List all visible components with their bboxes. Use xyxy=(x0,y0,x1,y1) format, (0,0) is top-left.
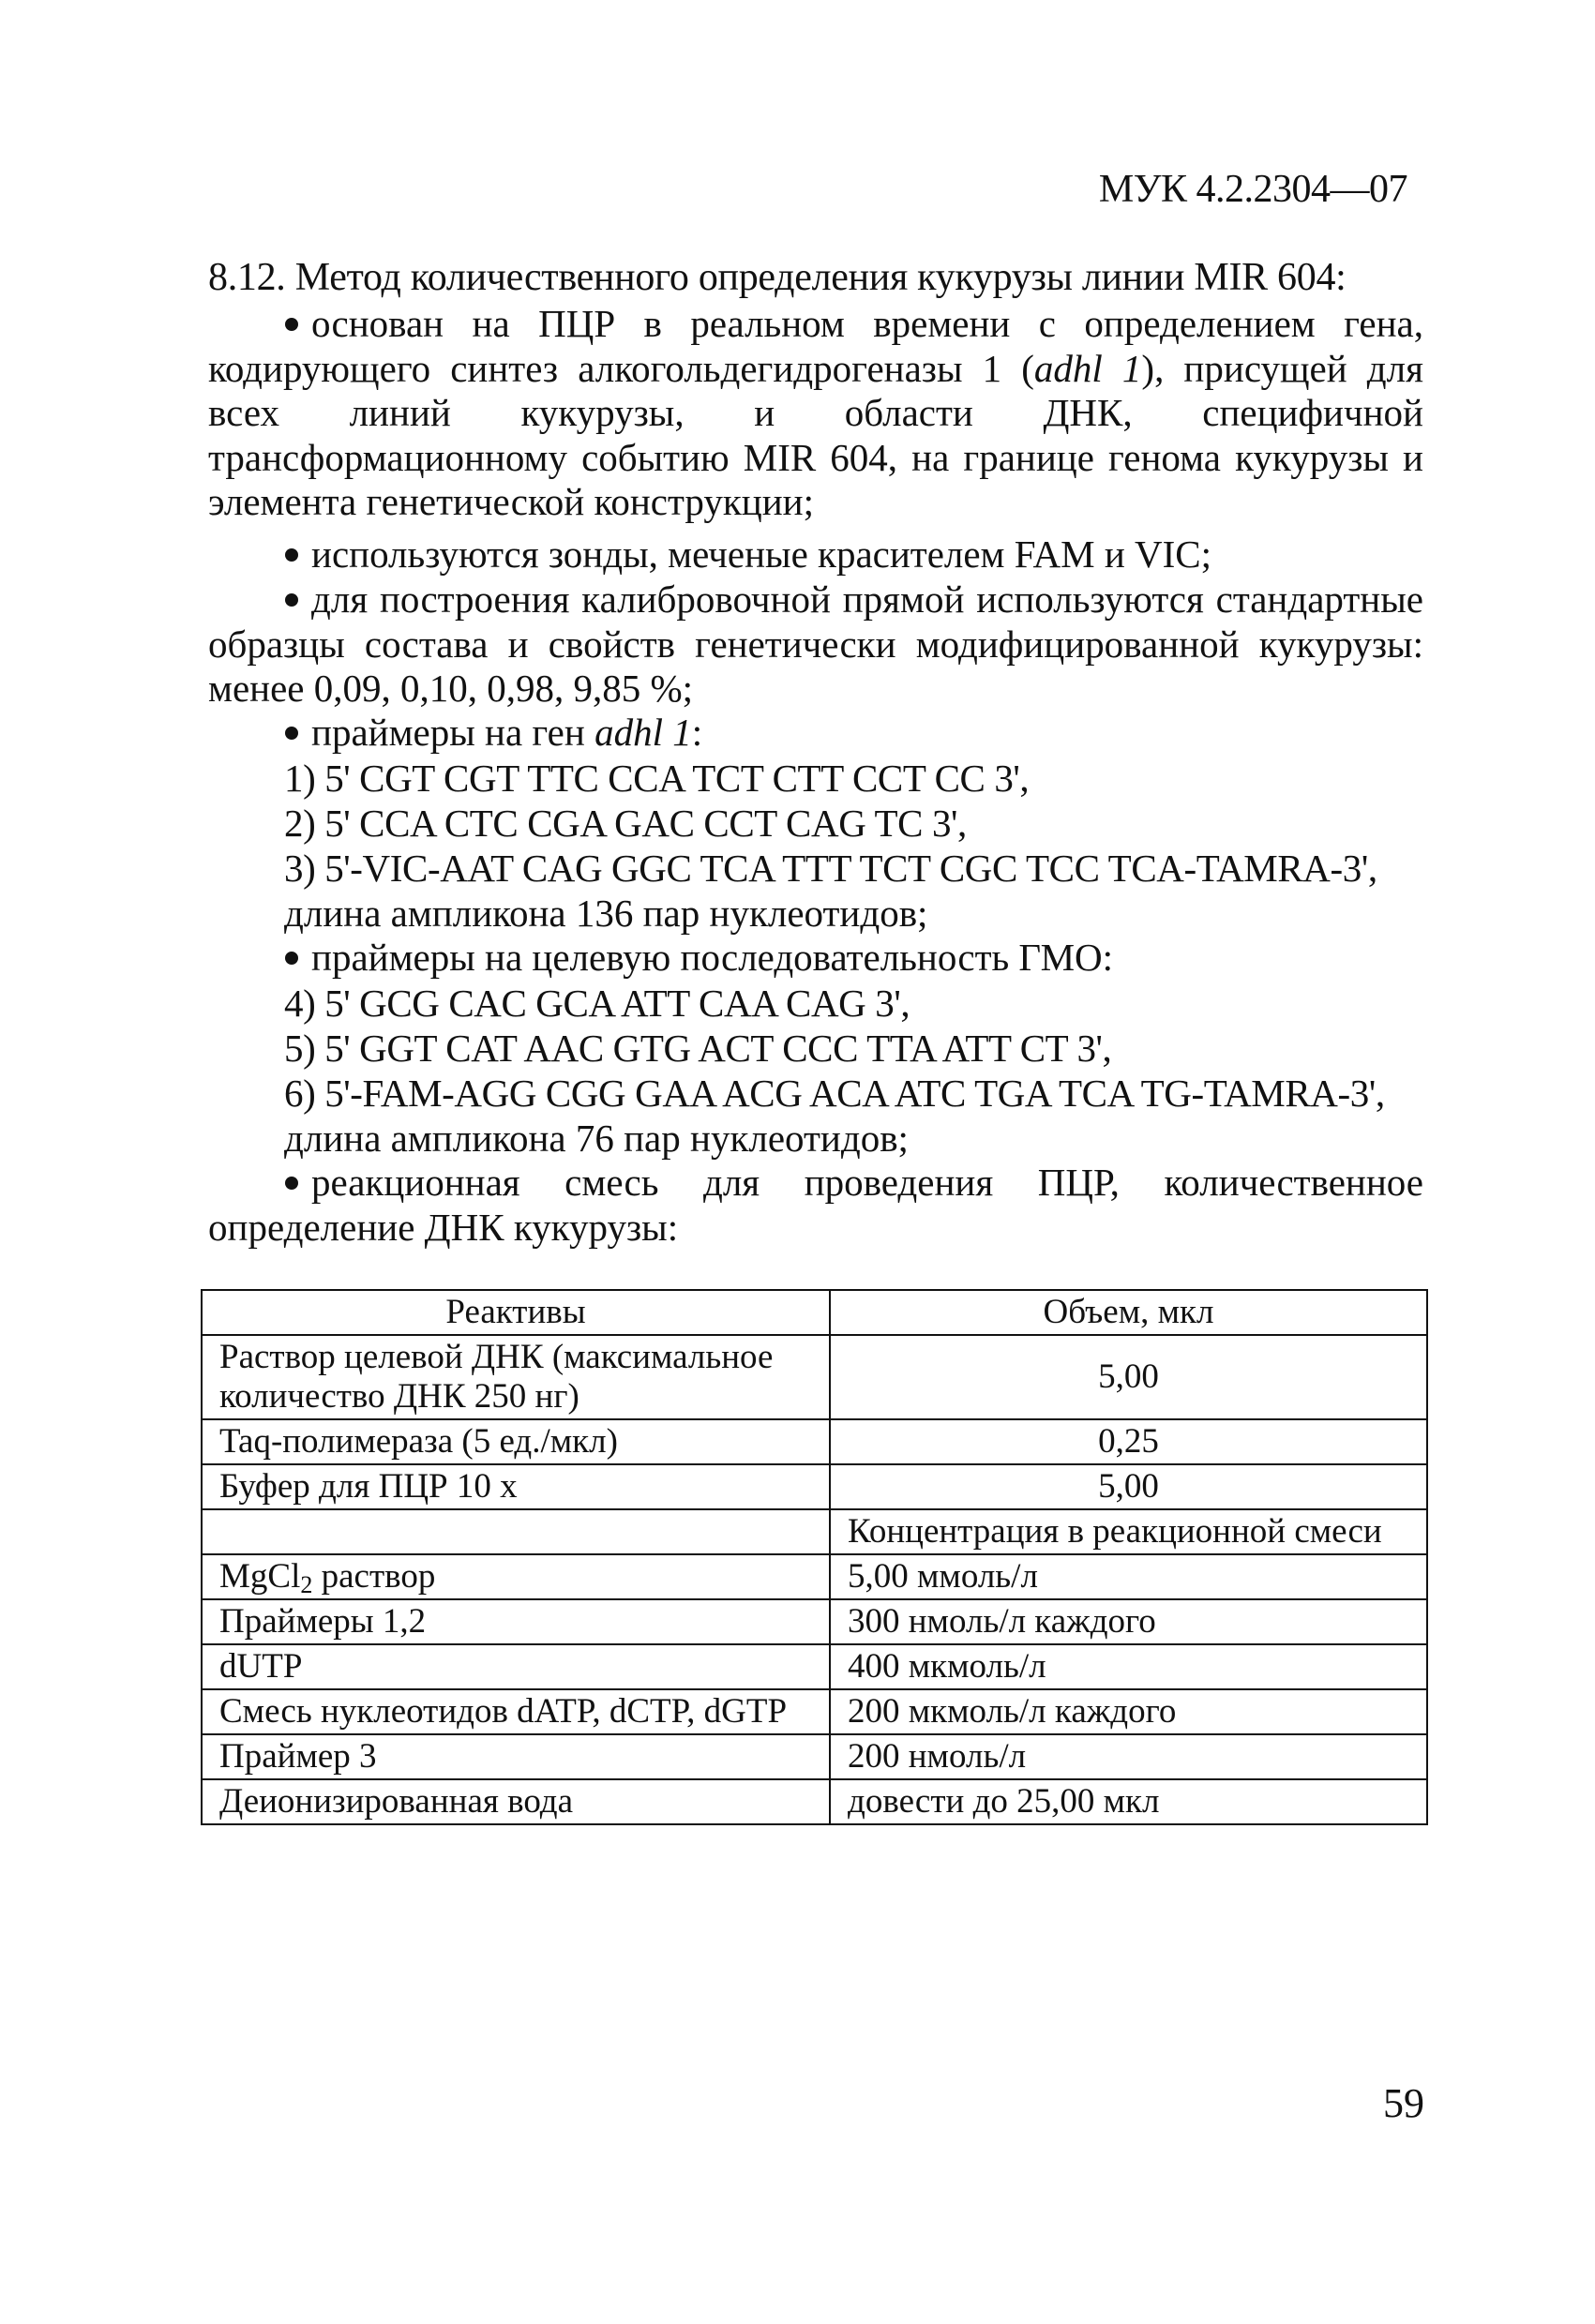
formula-subscript: 2 xyxy=(300,1571,313,1598)
bullet-paragraph-calibration xyxy=(208,577,1423,712)
section-title: 8.12. Метод количественного определения кукурузы линии MIR 604: xyxy=(208,256,1347,299)
paragraph-text: ), присущей для всех линий кукурузы, и области ДНК, специфичной трансформационному событию MIR 604, на границе генома кукурузы и элемента генетической конструкции; xyxy=(208,346,1423,523)
column-header-volume: Объем, мкл xyxy=(830,1290,1427,1335)
value-cell: 5,00 xyxy=(830,1335,1427,1419)
paragraph-text: реакционная смесь для проведения ПЦР, количественное определение ДНК кукурузы: xyxy=(208,1161,1423,1249)
bullet-paragraph-primers-gmo xyxy=(208,936,1423,981)
amplicon-length: длина ампликона 76 пар нуклеотидов; xyxy=(284,1117,909,1160)
table-subheader-row xyxy=(202,1509,1427,1554)
bullet-icon xyxy=(285,1177,298,1190)
table-row xyxy=(202,1644,1427,1689)
amplicon-length: длина ампликона 136 пар нуклеотидов; xyxy=(284,892,928,935)
bullet-paragraph-primers-adh xyxy=(208,711,1423,756)
document-code-header: МУК 4.2.2304—07 xyxy=(1098,168,1407,211)
reagent-cell: Смесь нуклеотидов dATP, dCTP, dGTP xyxy=(202,1689,830,1734)
value-cell: 5,00 xyxy=(830,1464,1427,1509)
value-cell: 0,25 xyxy=(830,1419,1427,1464)
reagent-cell: Раствор целевой ДНК (максимальное количество ДНК 250 нг) xyxy=(202,1335,830,1419)
table-row xyxy=(202,1464,1427,1509)
table-header-row xyxy=(202,1290,1427,1335)
page-number: 59 xyxy=(1383,2080,1424,2126)
reagent-cell: Праймеры 1,2 xyxy=(202,1599,830,1644)
table-row xyxy=(202,1554,1427,1599)
bullet-icon xyxy=(285,318,298,331)
reagent-cell: Taq-полимераза (5 ед./мкл) xyxy=(202,1419,830,1464)
value-cell: 200 мкмоль/л каждого xyxy=(830,1689,1427,1734)
value-cell: 200 нмоль/л xyxy=(830,1734,1427,1779)
table-row xyxy=(202,1335,1427,1419)
value-cell: 5,00 ммоль/л xyxy=(830,1554,1427,1599)
gene-name: adhl 1 xyxy=(1033,346,1142,390)
primer-line: 2) 5' CCA CTC CGA GAC CCT CAG TC 3', xyxy=(284,802,967,845)
value-cell: 400 мкмоль/л xyxy=(830,1644,1427,1689)
reagent-cell: Деионизированная вода xyxy=(202,1779,830,1824)
table-row xyxy=(202,1599,1427,1644)
reagent-cell: dUTP xyxy=(202,1644,830,1689)
bullet-icon xyxy=(285,548,298,562)
primer-line: 6) 5'-FAM-AGG CGG GAA ACG ACA ATC TGA TCA TG-TAMRA-3', xyxy=(284,1072,1385,1115)
primer-line: 3) 5'-VIC-AAT CAG GGC TCA TTT TCT CGC TCC TCA-TAMRA-3', xyxy=(284,847,1377,890)
bullet-paragraph-probes xyxy=(208,532,1423,577)
table-row xyxy=(202,1419,1427,1464)
primer-line: 5) 5' GGT CAT AAC GTG ACT CCC TTA ATT CT 3', xyxy=(284,1027,1112,1070)
reagent-formula-suffix: раствор xyxy=(312,1557,436,1596)
primer-line: 4) 5' GCG CAC GCA ATT CAA CAG 3', xyxy=(284,982,910,1025)
paragraph-text: для построения калибровочной прямой используются стандартные образцы состава и свойств генетически модифицированной кукурузы: менее 0,09, 0,10, 0,98, 9,85 %; xyxy=(208,577,1423,710)
bullet-paragraph-reaction-mix xyxy=(208,1161,1423,1250)
reagent-cell xyxy=(202,1554,830,1599)
primer-line: 1) 5' CGT CGT TTC CCA TCT CTT CCT CC 3', xyxy=(284,757,1030,800)
paragraph-text: : xyxy=(691,711,703,754)
bullet-icon xyxy=(285,593,298,607)
column-header-concentration: Концентрация в реакционной смеси xyxy=(830,1509,1427,1554)
table-row xyxy=(202,1779,1427,1824)
bullet-icon xyxy=(285,952,298,965)
empty-cell xyxy=(202,1509,830,1554)
reagents-table xyxy=(201,1289,1428,1825)
reagent-cell: Праймер 3 xyxy=(202,1734,830,1779)
bullet-icon xyxy=(285,727,298,740)
paragraph-text: праймеры на ген xyxy=(311,711,595,754)
paragraph-text: используются зонды, меченые красителем FAM и VIC; xyxy=(311,532,1212,576)
gene-name: adhl 1 xyxy=(594,711,692,754)
paragraph-text: праймеры на целевую последовательность ГМО: xyxy=(311,936,1114,979)
reagent-formula: MgCl xyxy=(219,1557,301,1596)
table-row xyxy=(202,1689,1427,1734)
value-cell: довести до 25,00 мкл xyxy=(830,1779,1427,1824)
column-header-reagents: Реактивы xyxy=(202,1290,830,1335)
paragraph-text: основан на ПЦР в реальном времени с определением гена, кодирующего синтез алкогольдегидрогеназы 1 ( xyxy=(208,302,1423,390)
bullet-paragraph-method-basis xyxy=(208,302,1423,525)
reagent-cell: Буфер для ПЦР 10 х xyxy=(202,1464,830,1509)
value-cell: 300 нмоль/л каждого xyxy=(830,1599,1427,1644)
table-row xyxy=(202,1734,1427,1779)
